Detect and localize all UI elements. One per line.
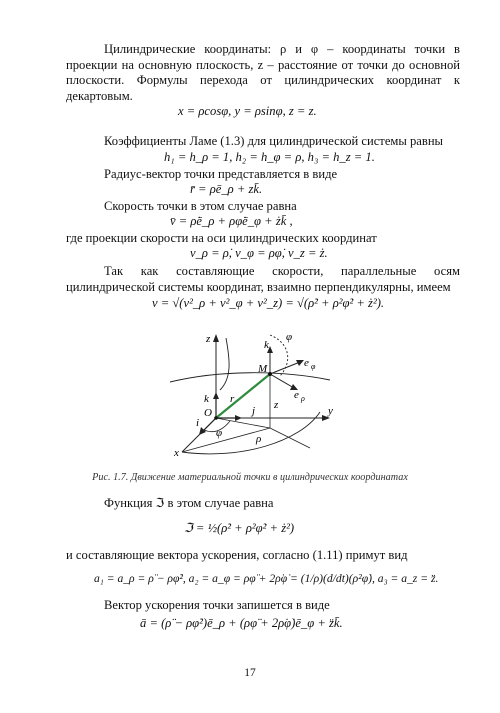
label-e-phi-sub: φ bbox=[311, 362, 316, 371]
label-j: j bbox=[252, 405, 256, 417]
paragraph-text: Коэффициенты Ламе (1.3) для цилиндрической системы равны bbox=[104, 134, 444, 148]
page-number: 17 bbox=[244, 667, 256, 679]
paragraph-speed bbox=[66, 264, 460, 295]
cylinder-generatrix-curve bbox=[220, 338, 229, 390]
equation-lame: h₁ = h_ρ = 1, h₂ = h_φ = ρ, h₃ = h_z = 1. bbox=[164, 150, 375, 164]
paragraph-cylindrical-coords bbox=[66, 42, 460, 104]
label-r: r bbox=[230, 393, 235, 405]
paragraph-text: Так как составляющие скорости, параллельные осям цилиндрической системы координат, взаимно перпендикулярны, имеем bbox=[66, 264, 460, 294]
label-M: M bbox=[258, 363, 268, 375]
label-z-axis: z bbox=[206, 333, 211, 345]
paragraph-velocity bbox=[66, 199, 460, 215]
paragraph-text: Радиус-вектор точки представляется в виде bbox=[104, 167, 338, 181]
equation-accel-components: a₁ = a_ρ = ρ̈ − ρφ̇², a₂ = a_φ = ρφ̈ + 2ρ̇φ̇ = (1/ρ)(d/dt)(ρ²φ̇), a₃ = a_z = z̈. bbox=[94, 572, 439, 585]
paragraph-text: Цилиндрические координаты: ρ и φ – координаты точки в проекции на основную плоскость, z – расстояние от точки до основной плоскости. Формулы перехода от цилиндрических координат к декартовым. bbox=[66, 42, 460, 103]
label-rho: ρ bbox=[256, 433, 262, 445]
paragraph-radius bbox=[66, 167, 460, 183]
function-suffix: в этом случае равна bbox=[167, 496, 274, 510]
equation-accel-vector: ā = (ρ̈ − ρφ̇²)ē_ρ + (ρφ̈ + 2ρ̇φ̇)ē_φ + z̈k̄. bbox=[140, 616, 343, 630]
label-O: O bbox=[204, 407, 212, 419]
projection-line-y bbox=[270, 428, 310, 448]
equation-speed: v = √(v²_ρ + v²_φ + v²_z) = √(ρ̇² + ρ²φ̇² + ż²). bbox=[152, 296, 385, 310]
j-vector-arrow bbox=[235, 415, 242, 421]
figure-caption: Рис. 1.7. Движение материальной точки в цилиндрических координатах bbox=[92, 472, 408, 483]
label-phi-bottom: φ bbox=[216, 427, 223, 439]
z-axis-arrow bbox=[213, 334, 219, 342]
label-e-rho-sub: ρ bbox=[301, 394, 305, 403]
function-symbol: ℑ bbox=[155, 496, 165, 510]
paragraph-text bbox=[66, 496, 460, 512]
equation-velocity: v̄ = ρ̇ē_ρ + ρφ̇ē_φ + żk̄ , bbox=[170, 214, 293, 228]
paragraph-accel-components bbox=[66, 548, 460, 564]
radius-vector bbox=[216, 374, 270, 418]
paragraph-text: Скорость точки в этом случае равна bbox=[104, 199, 297, 213]
trajectory-upper-curve bbox=[170, 373, 330, 382]
label-z-mid: z bbox=[274, 399, 279, 411]
label-k-left: k bbox=[204, 393, 209, 405]
k-vector-O-arrow bbox=[213, 392, 219, 399]
point-M bbox=[268, 372, 272, 376]
paragraph-function bbox=[66, 496, 460, 512]
equation-projections: v_ρ = ρ̇, v_φ = ρφ̇, v_z = ż. bbox=[190, 246, 328, 260]
equation-radius: r̄ = ρē_ρ + zk̄. bbox=[190, 182, 263, 196]
function-prefix: Функция bbox=[104, 496, 153, 510]
paragraph-text: и составляющие вектора ускорения, согласно (1.11) примут вид bbox=[66, 548, 408, 562]
label-e-phi: e bbox=[304, 357, 309, 369]
label-i: i bbox=[196, 417, 200, 429]
paragraph-text: Вектор ускорения точки запишется в виде bbox=[104, 598, 330, 612]
label-k-top: k bbox=[264, 339, 269, 351]
e-rho-vector bbox=[270, 374, 294, 388]
origin-point bbox=[214, 416, 218, 420]
equation-cartesian: x = ρcosφ, y = ρsinφ, z = z. bbox=[178, 104, 317, 118]
cylindrical-coordinates-figure bbox=[160, 330, 340, 465]
i-vector-arrow bbox=[199, 427, 206, 435]
equation-function: ℑ = ½(ρ̇² + ρ²φ̇² + ż²) bbox=[184, 521, 295, 535]
label-e-rho: e bbox=[294, 389, 299, 401]
paragraph-accel-vector bbox=[66, 598, 460, 614]
paragraph-lame bbox=[66, 134, 460, 150]
label-x-axis: x bbox=[174, 447, 179, 459]
paragraph-projections bbox=[66, 231, 460, 247]
paragraph-text: где проекции скорости на оси цилиндрических координат bbox=[66, 231, 377, 245]
e-phi-vector bbox=[270, 362, 300, 374]
label-phi-top: φ bbox=[286, 331, 293, 343]
label-y-axis: y bbox=[328, 405, 333, 417]
